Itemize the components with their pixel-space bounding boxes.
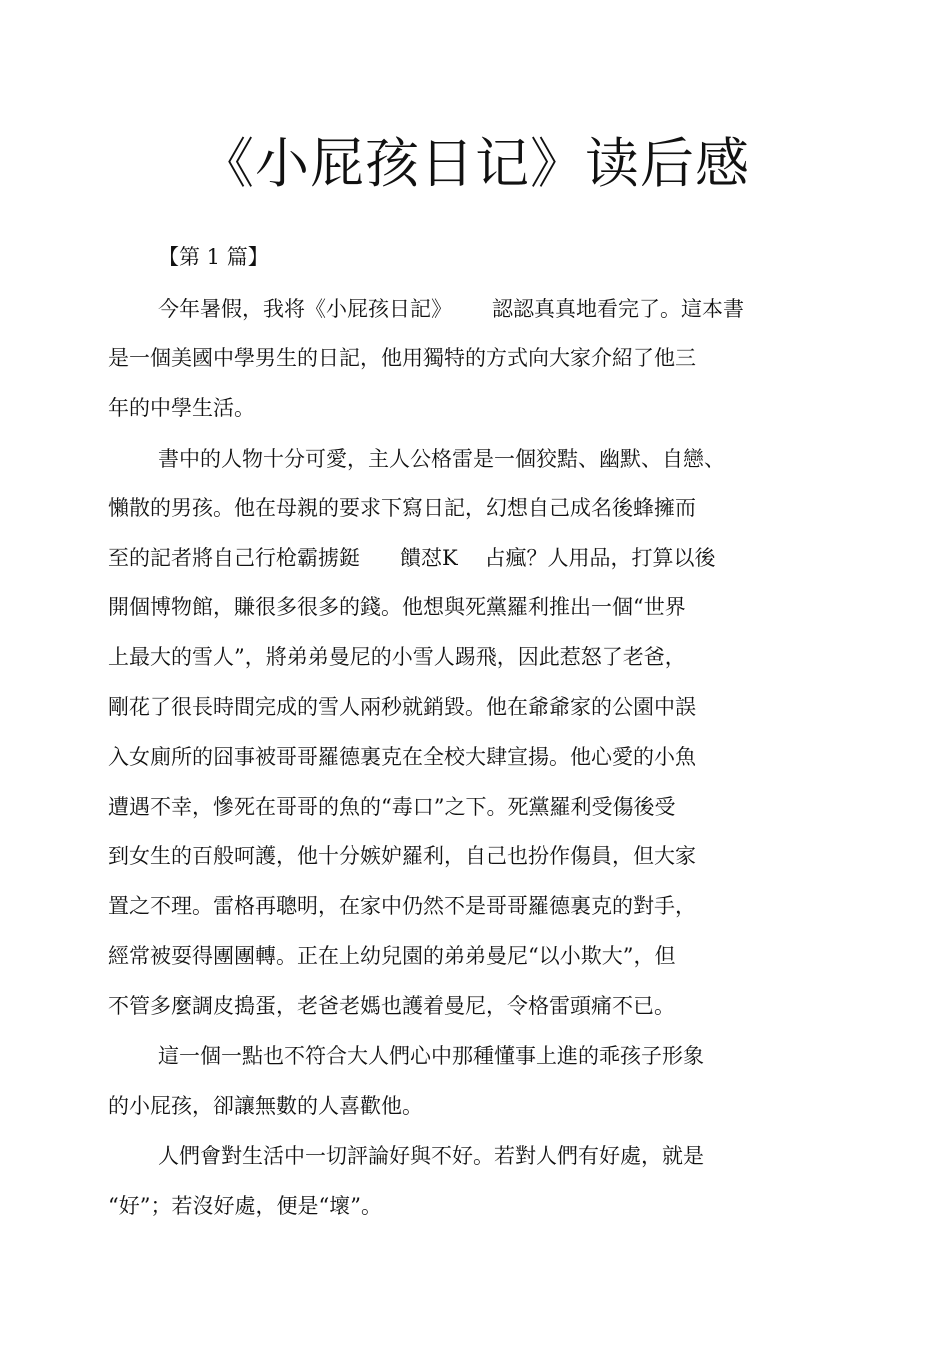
paragraph-2-line-6: 剛花了很長時間完成的雪人兩秒就銷毀。他在爺爺家的公園中誤	[108, 695, 696, 719]
paragraph-2-line-7: 入女廁所的囧事被哥哥羅德裏克在全校大肆宣揚。他心愛的小魚	[108, 745, 696, 769]
paragraph-4-line-2: “好”；若沒好處，便是“壞”。	[108, 1194, 382, 1218]
section-heading: 【第 1 篇】	[158, 245, 269, 269]
paragraph-1-line-1: 今年暑假，我将《小屁孩日記》 認認真真地看完了。這本書	[158, 297, 745, 321]
paragraph-2-line-4: 開個博物館，賺很多很多的錢。他想與死黨羅利推出一個“世界	[108, 595, 686, 619]
paragraph-2-line-10: 置之不理。雷格再聰明，在家中仍然不是哥哥羅德裏克的對手，	[108, 894, 696, 918]
paragraph-2-line-3: 至的記者將自己行枪霸掳鋌 饋怼K 占瘋？人用品，打算以後	[108, 546, 716, 570]
paragraph-1-line-2: 是一個美國中學男生的日記，他用獨特的方式向大家介紹了他三	[108, 346, 696, 370]
paragraph-3-line-1: 這一個一點也不符合大人們心中那種懂事上進的乖孩子形象	[158, 1044, 704, 1068]
paragraph-2-line-5: 上最大的雪人”，將弟弟曼尼的小雪人踢飛，因此惹怒了老爸，	[108, 645, 686, 669]
paragraph-1-line-3: 年的中學生活。	[108, 396, 255, 420]
paragraph-2-line-11: 經常被耍得團團轉。正在上幼兒園的弟弟曼尼“以小欺大”，但	[108, 944, 676, 968]
paragraph-3-line-2: 的小屁孩，卻讓無數的人喜歡他。	[108, 1094, 423, 1118]
paragraph-2-line-2: 懶散的男孩。他在母親的要求下寫日記，幻想自己成名後蜂擁而	[108, 496, 696, 520]
paragraph-2-line-12: 不管多麼調皮搗蛋，老爸老媽也護着曼尼，令格雷頭痛不已。	[108, 994, 675, 1018]
paragraph-2-line-9: 到女生的百般呵護，他十分嫉妒羅利，自己也扮作傷員，但大家	[108, 844, 696, 868]
paragraph-2-line-1: 書中的人物十分可愛，主人公格雷是一個狡黠、幽默、自戀、	[158, 447, 725, 471]
paragraph-2-line-8: 遭遇不幸，慘死在哥哥的魚的“毒口”之下。死黨羅利受傷後受	[108, 795, 676, 819]
paragraph-4-line-1: 人們會對生活中一切評論好與不好。若對人們有好處，就是	[158, 1144, 704, 1168]
page-title: 《小屁孩日记》读后感	[200, 132, 750, 195]
